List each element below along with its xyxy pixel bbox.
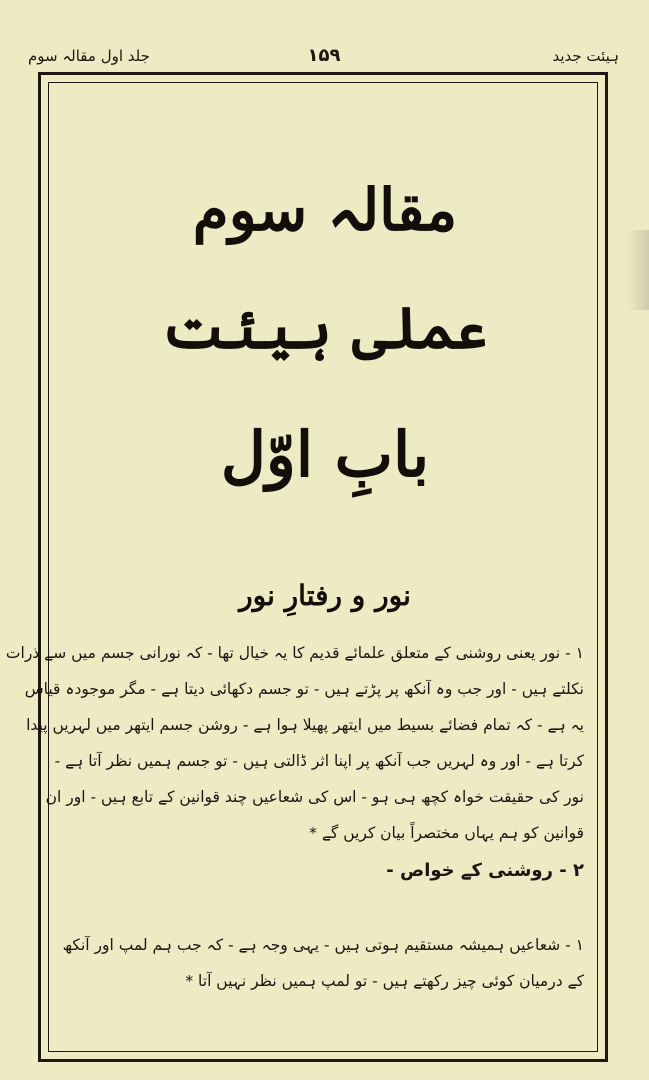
body-line-6: قوانین کو ہم یہاں مختصراً بیان کریں گے *: [309, 824, 584, 842]
running-head-book-title: ہیئت جدید: [552, 47, 619, 65]
subject-heading: عملی ہیئت: [161, 294, 489, 362]
body-line-3: یہ ہے - کہ تمام فضائے بسیط میں ایتھر پھیلا ہوا ہے - روشن جسم ایتھر میں لہریں پیدا: [26, 716, 584, 734]
section-title-properties-of-light: ۲ - روشنی کے خواص -: [386, 860, 584, 881]
body-line-5: نور کی حقیقت خواہ کچھ ہی ہو - اس کی شعاعیں چند قوانین کے تابع ہیں - اور ان: [45, 788, 584, 806]
topic-heading: نور و رفتارِ نور: [239, 579, 411, 612]
section-line-1: ۱ - شعاعیں ہمیشہ مستقیم ہوتی ہیں - یہی وجہ ہے - کہ جب ہم لمپ اور آنکھ: [62, 936, 584, 954]
body-line-4: کرتا ہے - اور وہ لہریں جب آنکھ پر اپنا اثر ڈالتی ہیں - تو جسم ہمیں نظر آتا ہے -: [54, 752, 584, 770]
chapter-heading: بابِ اوّل: [220, 418, 430, 491]
page-edge-stain: [627, 230, 649, 310]
section-line-2: کے درمیان کوئی چیز رکھتے ہیں - تو لمپ ہمیں نظر نہیں آتا *: [185, 972, 584, 990]
page-number: ۱۵۹: [307, 45, 341, 66]
running-head-section: جلد اول مقالہ سوم: [28, 47, 150, 65]
essay-heading: مقالہ سوم: [192, 176, 458, 244]
body-line-1: ۱ - نور یعنی روشنی کے متعلق علمائے قدیم کا یہ خیال تھا - کہ نورانی جسم میں سے ذرات: [5, 644, 584, 662]
body-line-2: نکلتے ہیں - اور جب وہ آنکھ پر پڑتے ہیں - تو جسم دکھائی دیتا ہے - مگر موجودہ قیاس: [24, 680, 584, 698]
